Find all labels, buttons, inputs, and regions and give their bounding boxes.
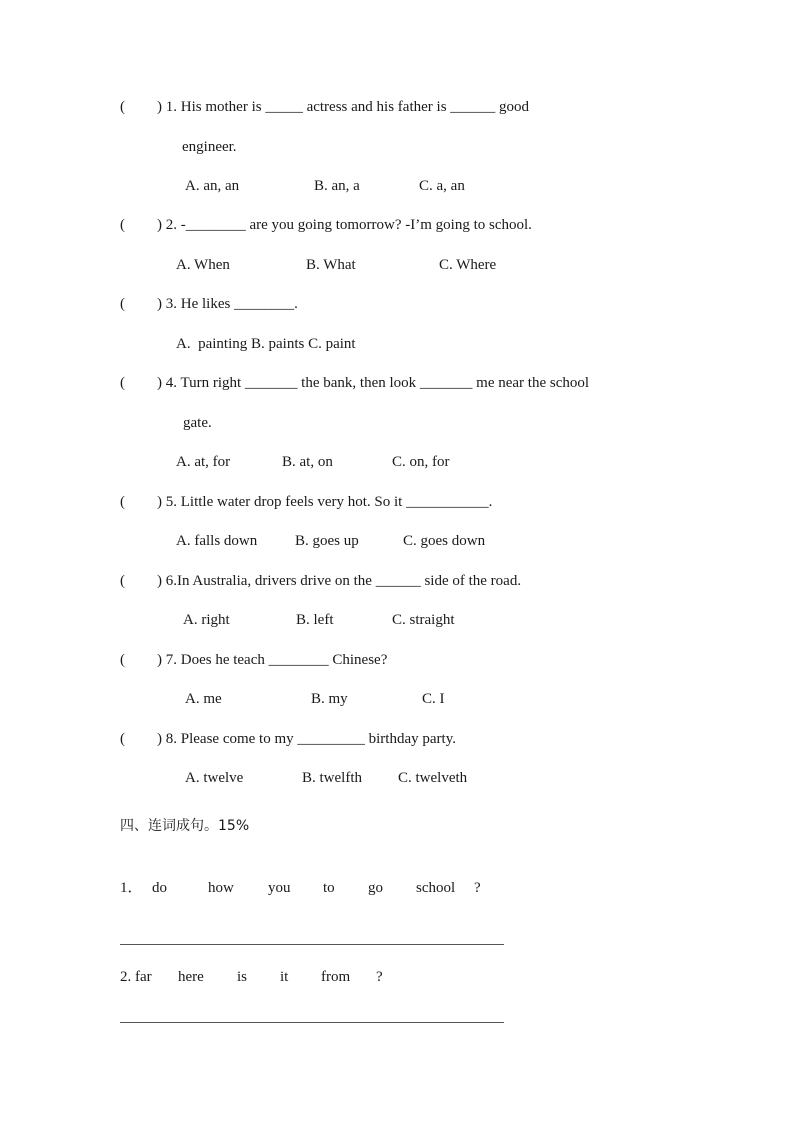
- word: from: [321, 969, 351, 985]
- word: school: [416, 880, 456, 896]
- answer-line[interactable]: [120, 944, 504, 945]
- answer-paren[interactable]: (: [120, 494, 125, 510]
- word: here: [178, 969, 204, 985]
- question-text: ) 2. -________ are you going tomorrow? -I’m going to school.: [157, 217, 532, 233]
- option-c: C. a, an: [419, 178, 465, 194]
- word: go: [368, 880, 383, 896]
- word: it: [280, 969, 289, 985]
- answer-paren[interactable]: (: [120, 573, 125, 589]
- word: to: [323, 880, 335, 896]
- word: 1．: [120, 880, 143, 896]
- option-c: C. straight: [392, 612, 455, 628]
- question-text: ) 3. He likes ________.: [157, 296, 298, 312]
- option-b: B. an, a: [314, 178, 360, 194]
- word: 2. far: [120, 969, 152, 985]
- question-continuation: gate.: [183, 415, 212, 431]
- option-b: B. What: [306, 257, 356, 273]
- option-c: C. goes down: [403, 533, 486, 549]
- word: is: [237, 969, 248, 985]
- question-text: ) 7. Does he teach ________ Chinese?: [157, 652, 388, 668]
- option-c: C. Where: [439, 257, 497, 273]
- option-a: A. falls down: [176, 533, 258, 549]
- options-line: A. painting B. paints C. paint: [176, 336, 356, 352]
- option-b: B. goes up: [295, 533, 359, 549]
- word: ?: [474, 880, 481, 896]
- word: do: [152, 880, 167, 896]
- word: ?: [376, 969, 383, 985]
- option-a: A. at, for: [176, 454, 231, 470]
- option-b: B. twelfth: [302, 770, 362, 786]
- question-text: ) 4. Turn right _______ the bank, then look _______ me near the school: [157, 375, 590, 391]
- answer-line[interactable]: [120, 1022, 504, 1023]
- option-b: B. my: [311, 691, 348, 707]
- option-b: B. left: [296, 612, 334, 628]
- answer-paren[interactable]: (: [120, 652, 125, 668]
- question-text: ) 8. Please come to my _________ birthday party.: [157, 731, 456, 747]
- option-a: A. me: [185, 691, 222, 707]
- word: you: [268, 880, 291, 896]
- option-a: A. an, an: [185, 178, 240, 194]
- question-text: ) 6.In Australia, drivers drive on the ______ side of the road.: [157, 573, 522, 589]
- option-a: A. twelve: [185, 770, 244, 786]
- question-continuation: engineer.: [182, 139, 237, 155]
- answer-paren[interactable]: (: [120, 217, 125, 233]
- option-c: C. twelveth: [398, 770, 468, 786]
- answer-paren[interactable]: (: [120, 99, 125, 115]
- option-a: A. When: [176, 257, 230, 273]
- option-c: C. on, for: [392, 454, 450, 470]
- option-b: B. at, on: [282, 454, 333, 470]
- answer-paren[interactable]: (: [120, 375, 125, 391]
- option-a: A. right: [183, 612, 230, 628]
- option-c: C. I: [422, 691, 445, 707]
- answer-paren[interactable]: (: [120, 296, 125, 312]
- section-heading: 四、连词成句。15%: [120, 818, 250, 834]
- question-text: ) 1. His mother is _____ actress and his father is ______ good: [157, 99, 530, 115]
- question-text: ) 5. Little water drop feels very hot. So it ___________.: [157, 494, 493, 510]
- answer-paren[interactable]: (: [120, 731, 125, 747]
- word: how: [208, 880, 234, 896]
